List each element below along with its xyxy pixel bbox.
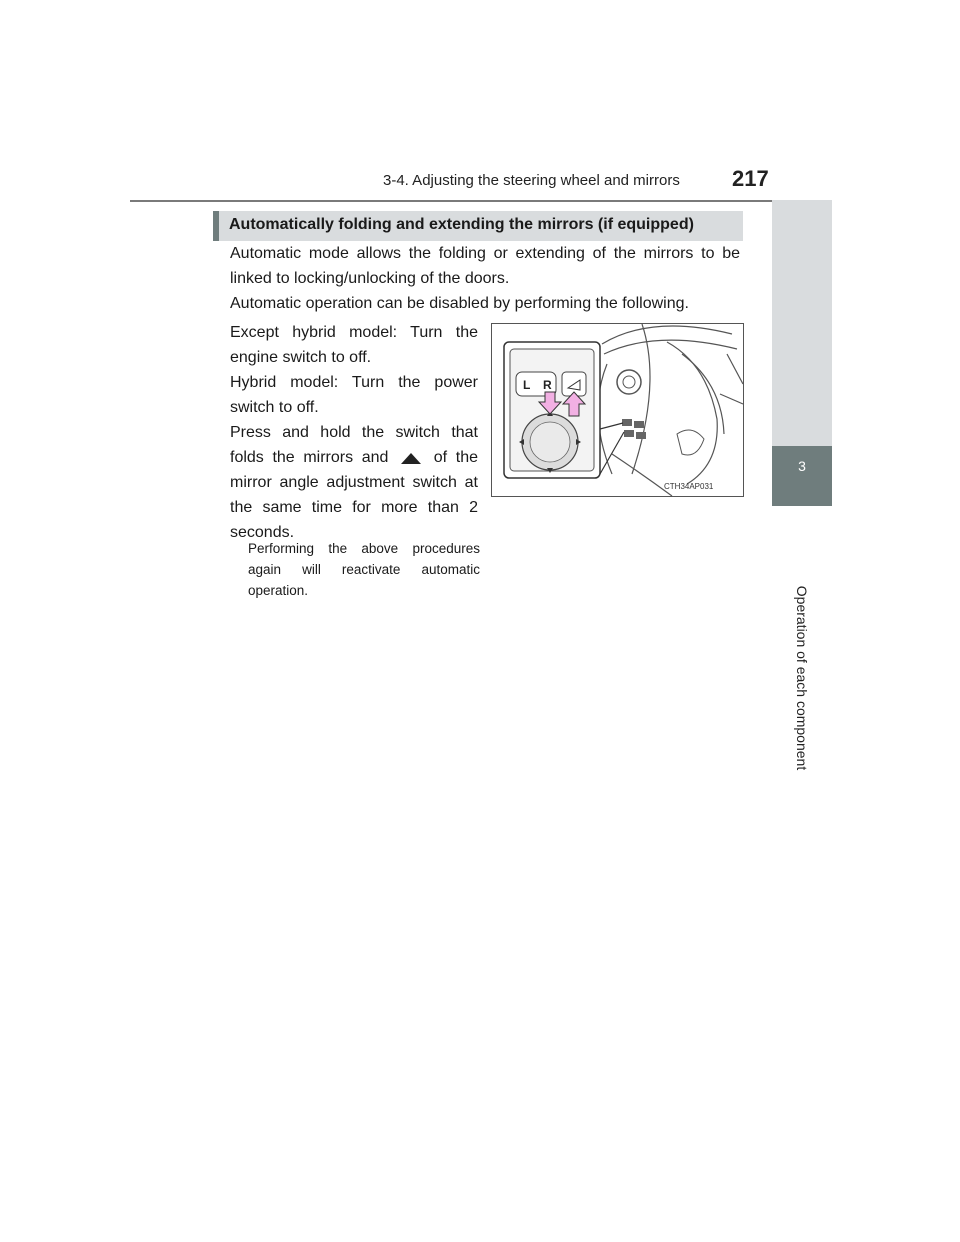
switch-left-label: L — [523, 378, 531, 392]
chapter-box — [772, 446, 832, 506]
section-heading — [213, 211, 743, 241]
side-tab — [772, 200, 832, 890]
section-heading-bar — [213, 211, 219, 241]
section-heading-text: Automatically folding and extending the mirrors (if equipped) — [229, 216, 694, 233]
note-reactivate: Performing the above procedures again will reactivate automatic operation. — [248, 541, 480, 598]
step-except-hybrid: Except hybrid model: Turn the engine switch to off. — [230, 324, 478, 366]
side-tab-bar — [772, 200, 832, 446]
step-press-hold — [230, 420, 478, 545]
paragraph-automatic-mode: Automatic mode allows the folding or extending of the mirrors to be linked to locking/unlocking of the doors. — [230, 245, 740, 287]
mirror-switch-figure — [491, 323, 744, 497]
up-triangle-icon — [399, 451, 423, 465]
paragraph-disable: Automatic operation can be disabled by performing the following. — [230, 295, 689, 312]
chapter-number: 3 — [798, 458, 806, 474]
step-press-hold-part2: of the mirror angle adjustment switch at the same time for more than 2 seconds. — [230, 449, 478, 541]
header-rule — [130, 200, 832, 202]
figure-code: CTH34AP031 — [664, 482, 714, 491]
mirror-switch-illustration — [492, 324, 743, 496]
step-press-hold-part1: Press and hold the switch that folds the mirrors and — [230, 424, 478, 466]
header-section-title: 3-4. Adjusting the steering wheel and mirrors — [383, 172, 680, 189]
step-hybrid: Hybrid model: Turn the power switch to off. — [230, 374, 478, 416]
chapter-title: Operation of each component — [794, 585, 810, 771]
page-number: 217 — [732, 166, 769, 191]
switch-right-label: R — [543, 378, 552, 392]
